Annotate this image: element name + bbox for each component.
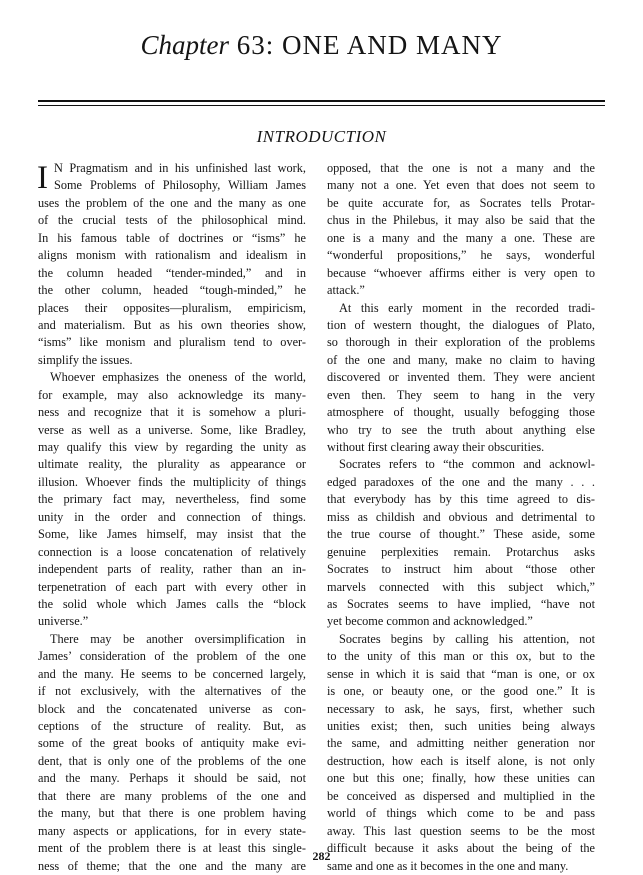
text-line: and the many. Perhaps it should be said, not <box>38 771 306 786</box>
text-line: terpenetration of each part with every other in <box>38 579 306 594</box>
text-line: for example, may also acknowledge its many- <box>38 387 306 402</box>
text-line: dent, that is only one of the problems of the one <box>38 753 306 768</box>
text-line: Some Problems of Philosophy, William James <box>54 178 306 193</box>
text-line: be quite accurate for, as Socrates tells Protar- <box>327 195 595 210</box>
header-rule-thick <box>38 100 605 102</box>
text-line: Socrates refers to “the common and acknowl- <box>339 457 595 472</box>
text-line: without first clearing away their obscurities. <box>327 440 545 454</box>
text-line: opposed, that the one is not a many and the <box>327 161 595 175</box>
text-line: ment of the problem there is at least this single- <box>38 841 306 856</box>
text-line: Some, like James himself, may insist that the <box>38 527 306 542</box>
text-line: attack.” <box>327 283 365 298</box>
text-line: who try to see the truth about anything else <box>327 422 595 437</box>
text-line: unities exist; then, such unities being always <box>327 719 595 733</box>
chapter-number: 63: <box>236 30 275 60</box>
text-line: independent parts of reality, rather than an in- <box>38 562 306 577</box>
text-line: as Socrates seems to have implied, “have not <box>327 596 595 611</box>
text-line: and the many. He seems to be concerned largely, <box>38 666 306 681</box>
text-line: ness of theme; that the one and the many are <box>38 858 306 873</box>
text-line: destruction, how each is itself alone, is not only <box>327 753 595 768</box>
text-line: block and the concatenated universe as con- <box>38 701 306 716</box>
left-column <box>38 160 306 875</box>
text-line: same and one as it becomes in the one and many. <box>327 858 569 873</box>
chapter-name: ONE AND MANY <box>282 30 503 60</box>
text-line: simplify the issues. <box>38 352 133 367</box>
text-line: the many, but that there is one problem having <box>38 806 306 821</box>
text-line: yet become common and acknowledged.” <box>327 614 533 629</box>
text-line: James’ consideration of the problem of the one <box>38 649 306 664</box>
text-line: Whoever emphasizes the oneness of the world, <box>50 370 306 385</box>
text-line: difficult because it asks about the being of the <box>327 841 595 856</box>
text-line: At this early moment in the recorded tradi- <box>339 300 595 315</box>
text-line: miss as childish and obvious and detrimental to <box>327 509 595 524</box>
text-line: tion of western thought, the dialogues of Plato, <box>327 317 595 332</box>
chapter-title <box>0 30 643 61</box>
text-line: the solid whole which James calls the “block <box>38 596 306 611</box>
chapter-label: Chapter <box>140 30 229 60</box>
text-line: even then. They seem to hang in the very <box>327 387 595 402</box>
text-line: marvels connected with this subject which,” <box>327 579 595 594</box>
text-line: places their opposites—pluralism, empiricism, <box>38 300 306 315</box>
page-number: 282 <box>312 849 331 863</box>
text-line: because “whoever affirms either is very open to <box>327 265 595 280</box>
text-line: universe.” <box>38 614 89 629</box>
text-line: many not a one. Yet even that does not seem to <box>327 178 595 193</box>
text-line: illusion. Whoever finds the multiplicity of things <box>38 474 306 489</box>
text-line: uses the problem of the one and the many as one <box>38 195 306 210</box>
text-line: many aspects or applications, for in every state- <box>38 823 306 838</box>
text-line: sense in which it is said that “man is one, or ox <box>327 666 595 681</box>
text-line: world of things which come to be and pass <box>327 806 595 821</box>
text-line: necessary to ask, he says, first, whether such <box>327 701 595 716</box>
text-line: of the one and many, make no claim to having <box>327 352 595 367</box>
text-line: the primary fact may, nevertheless, find some <box>38 492 306 507</box>
text-line: ultimate reality, the plurality as appearance or <box>38 457 306 472</box>
text-line: connection is a loose concatenation of relatively <box>38 544 306 559</box>
text-line: atmosphere of thought, usually befogging those <box>327 405 595 420</box>
text-line: genuine perplexities remain. Protarchus asks <box>327 544 595 559</box>
text-line: to the unity of this man or this ox, but to the <box>327 649 595 664</box>
text-line: one but this one; finally, how these unities can <box>327 771 595 786</box>
text-line: that everybody has by this time agreed to dis- <box>327 492 595 507</box>
text-line: “wonderful propositions,” he says, wonderful <box>327 248 595 263</box>
text-line: the other column, headed “tough-minded,” he <box>38 283 306 298</box>
text-line: ness and recognize that it is somehow a pluri- <box>38 405 306 420</box>
text-line: unity in the order and connection of things. <box>38 509 306 524</box>
drop-cap: I <box>37 160 48 196</box>
text-line: In his famous table of doctrines or “isms” he <box>38 230 306 245</box>
text-line: is one, or beauty one, or the good one.” It is <box>327 684 595 699</box>
text-line: if not exclusively, with the alternatives of the <box>38 684 306 699</box>
text-line: aligns monism with rationalism and idealism in <box>38 248 306 263</box>
text-line: There may be another oversimplification in <box>50 631 306 646</box>
text-line: away. This last question seems to be the most <box>327 823 595 838</box>
right-column <box>327 160 595 875</box>
text-line: chus in the Philebus, it may also be said that the <box>327 213 595 228</box>
section-heading: INTRODUCTION <box>256 127 387 146</box>
text-line: ceptions of the structure of reality. But, as <box>38 719 306 733</box>
text-line: of the crucial tests of the philosophical mind. <box>38 213 306 228</box>
text-line: and materialism. But as his own theories show, <box>38 317 306 332</box>
header-rule-thin <box>38 105 605 106</box>
text-line: “isms” like monism and pluralism tend to over- <box>38 335 306 350</box>
text-line: one is a many and the many a one. These are <box>327 230 595 245</box>
text-line: discovered or invented them. They were ancient <box>327 370 595 385</box>
text-line: some of the great books of antiquity make evi- <box>38 736 306 751</box>
text-line: the column headed “tender-minded,” and in <box>38 265 306 280</box>
text-line: N Pragmatism and in his unfinished last work, <box>54 161 306 175</box>
text-line: the same, and admitting neither generation nor <box>327 736 595 751</box>
right-column-text <box>327 160 595 875</box>
text-line: may qualify this view by regarding the unity as <box>38 440 306 454</box>
text-line: the true course of thought.” These aside, some <box>327 527 595 542</box>
text-line: that there are many problems of the one and <box>38 788 306 803</box>
text-line: Socrates begins by calling his attention, not <box>339 631 595 646</box>
left-column-text <box>38 160 306 875</box>
text-line: Socrates to instruct him about “those other <box>327 562 595 577</box>
text-line: edged paradoxes of the one and the many . . . <box>327 474 595 489</box>
text-line: be conceived as dispersed and multiplied in the <box>327 788 595 803</box>
text-line: verse as well as a universe. Some, like Bradley, <box>38 422 306 437</box>
text-line: so thorough in their exploration of the problems <box>327 335 595 350</box>
